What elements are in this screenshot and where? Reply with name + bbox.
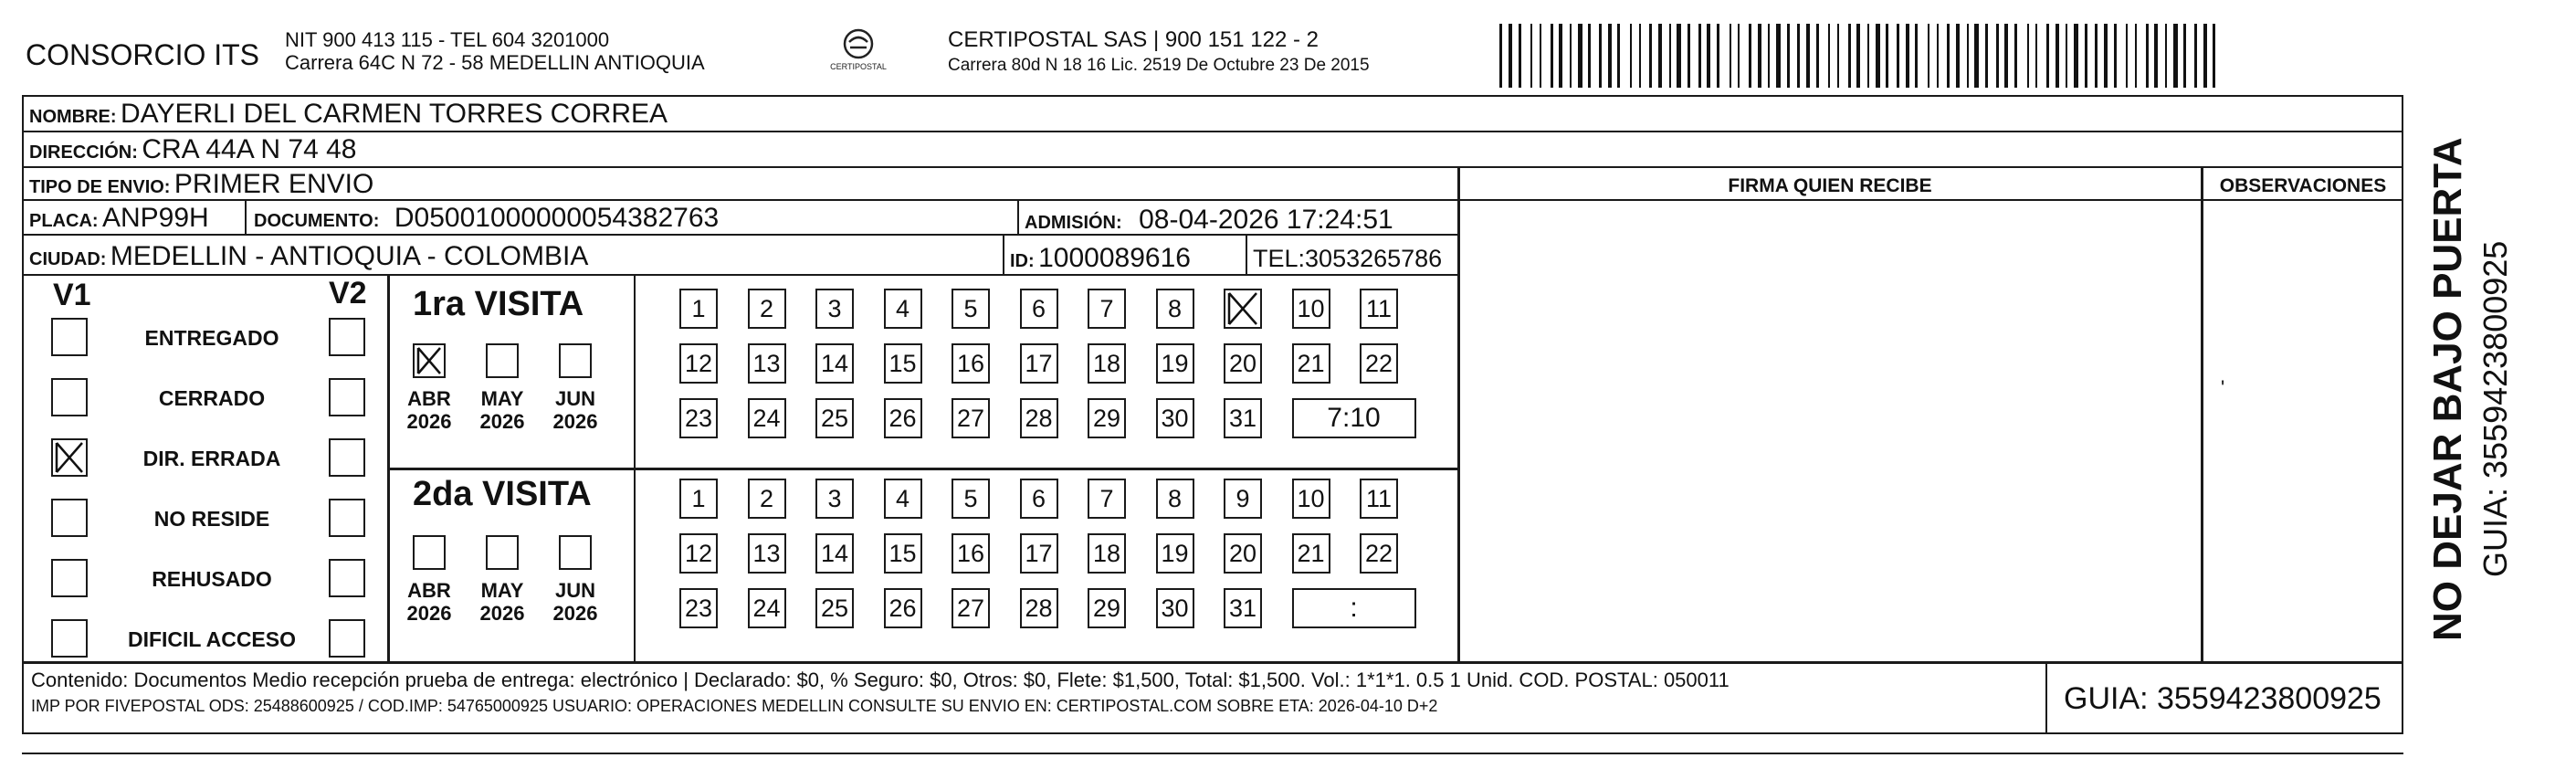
day-box[interactable]: 19: [1156, 533, 1194, 574]
month-checkbox[interactable]: [559, 535, 592, 570]
day-box[interactable]: 29: [1088, 398, 1126, 438]
barcode-bar: [1768, 24, 1770, 88]
barcode-bar: [1658, 24, 1662, 88]
observacion-mark: ': [2221, 376, 2225, 399]
day-box[interactable]: 15: [884, 533, 922, 574]
side-warning: NO DEJAR BAJO PUERTA: [2425, 137, 2470, 641]
barcode-bar: [2027, 24, 2029, 88]
barcode-bar: [2114, 24, 2117, 88]
direccion-row: [29, 136, 357, 163]
barcode-bar: [2004, 24, 2008, 88]
firma-header: FIRMA QUIEN RECIBE: [1728, 175, 1932, 196]
day-box[interactable]: 10: [1292, 289, 1330, 329]
month-checkbox[interactable]: [486, 535, 519, 570]
status-label: REHUSADO: [152, 567, 272, 591]
row-line: [22, 131, 2403, 132]
day-box[interactable]: 17: [1020, 343, 1058, 384]
barcode-bar: [1915, 24, 1918, 88]
barcode-bar: [1570, 24, 1572, 88]
tel-row: [1253, 247, 1442, 271]
day-box[interactable]: 13: [748, 343, 786, 384]
month-checkbox[interactable]: [413, 535, 446, 570]
day-box[interactable]: 28: [1020, 398, 1058, 438]
col-divider: [2201, 166, 2203, 661]
id-label: ID:: [1010, 251, 1035, 271]
day-box[interactable]: 22: [1360, 343, 1398, 384]
barcode-bar: [2173, 24, 2178, 88]
barcode-bar: [1906, 24, 1909, 88]
ciudad-label: CIUDAD:: [29, 249, 107, 269]
carrier-name: CERTIPOSTAL SAS | 900 151 122 - 2: [948, 27, 1319, 52]
x-mark-icon: [1225, 290, 1260, 327]
day-box[interactable]: 25: [815, 398, 854, 438]
day-box[interactable]: 2: [748, 479, 786, 519]
barcode-bar: [1996, 24, 1999, 88]
day-box[interactable]: 19: [1156, 343, 1194, 384]
day-box[interactable]: 11: [1360, 289, 1398, 329]
status-label: CERRADO: [158, 386, 266, 410]
day-box[interactable]: 27: [952, 588, 990, 628]
barcode-bar: [2126, 24, 2128, 88]
month-checkbox[interactable]: [486, 343, 519, 378]
barcode-bar: [1837, 24, 1839, 88]
barcode-bar: [1947, 24, 1950, 88]
barcode-bar: [2035, 24, 2037, 88]
day-box[interactable]: 1: [679, 289, 718, 329]
day-box[interactable]: 27: [952, 398, 990, 438]
tipo-envio-value: PRIMER ENVIO: [173, 169, 374, 199]
nombre-label: NOMBRE:: [29, 107, 117, 127]
day-box[interactable]: 2: [748, 289, 786, 329]
barcode-bar: [2194, 24, 2197, 88]
second-visit-time[interactable]: :: [1292, 588, 1416, 628]
barcode-bar: [1519, 24, 1521, 88]
v1-checkbox[interactable]: [51, 378, 88, 416]
barcode-bar: [1649, 24, 1652, 88]
barcode-bar: [1937, 24, 1939, 88]
id-value: 1000089616: [1038, 243, 1191, 273]
company-info: [285, 29, 705, 74]
certipostal-logo: [822, 26, 895, 77]
barcode-bar: [1797, 24, 1800, 88]
day-box[interactable]: 6: [1020, 479, 1058, 519]
barcode-bar: [1578, 24, 1582, 88]
x-mark-icon: [415, 345, 444, 376]
nombre-row: [29, 100, 668, 128]
barcode-bar: [1974, 24, 1979, 88]
v2-checkbox[interactable]: [329, 438, 365, 477]
barcode-bar: [1639, 24, 1641, 88]
day-box[interactable]: 20: [1224, 533, 1262, 574]
day-box[interactable]: 22: [1360, 533, 1398, 574]
status-label: DIFICIL ACCESO: [127, 627, 296, 651]
day-box[interactable]: 29: [1088, 588, 1126, 628]
barcode-bar: [1787, 24, 1790, 88]
day-box[interactable]: 28: [1020, 588, 1058, 628]
barcode-bar: [1749, 24, 1751, 88]
month-label: JUN 2026: [552, 387, 598, 434]
day-box[interactable]: 8: [1156, 479, 1194, 519]
admision-row: [1025, 206, 1393, 234]
barcode-bar: [1876, 24, 1880, 88]
documento-row: [254, 205, 719, 232]
barcode-bar: [2085, 24, 2087, 88]
placa-row: [29, 205, 209, 232]
v2-header: V2: [329, 276, 367, 311]
month-label: ABR 2026: [406, 387, 452, 434]
month-label: MAY 2026: [479, 579, 525, 626]
day-box[interactable]: 26: [884, 588, 922, 628]
day-box[interactable]: 20: [1224, 343, 1262, 384]
direccion-value: CRA 44A N 74 48: [142, 134, 357, 164]
v2-checkbox[interactable]: [329, 318, 365, 356]
barcode-bar: [1617, 24, 1620, 88]
day-box[interactable]: 24: [748, 588, 786, 628]
day-box[interactable]: 14: [815, 343, 854, 384]
tipo-envio-row: [29, 171, 373, 198]
v2-checkbox[interactable]: [329, 378, 365, 416]
status-label: ENTREGADO: [144, 326, 279, 350]
v1-checkbox[interactable]: [51, 318, 88, 356]
carrier-info: [948, 29, 1370, 74]
day-box[interactable]: 31: [1224, 398, 1262, 438]
barcode-bar: [1551, 24, 1553, 88]
x-mark-icon: [53, 440, 86, 475]
month-label: MAY 2026: [479, 387, 525, 434]
barcode-bar: [1776, 24, 1781, 88]
day-box[interactable]: 4: [884, 479, 922, 519]
barcode-bar: [2203, 24, 2207, 88]
barcode-bar: [2074, 24, 2078, 88]
observaciones-header: OBSERVACIONES: [2219, 175, 2387, 196]
barcode-bar: [1730, 24, 1731, 88]
barcode-bar: [1886, 24, 1888, 88]
month-label: ABR 2026: [406, 579, 452, 626]
day-box[interactable]: 31: [1224, 588, 1262, 628]
day-box[interactable]: 23: [679, 398, 718, 438]
v1-checkbox[interactable]: [51, 619, 88, 658]
barcode-bar: [1856, 24, 1860, 88]
day-box[interactable]: 18: [1088, 533, 1126, 574]
footer-contenido: Contenido: Documentos Medio recepción prueba de entrega: electrónico | Declarado: $0, % Seguro: $0, Otros: $0, Flete: $1,500, Total: $1,500. Vol.: 1*1*1. 0.5 1 Unid. COD. POSTAL: 050011: [31, 669, 1730, 691]
v1-checkbox[interactable]: [51, 559, 88, 597]
month-checkbox[interactable]: [559, 343, 592, 378]
barcode: [1499, 24, 2224, 88]
day-box[interactable]: 6: [1020, 289, 1058, 329]
id-row: [1010, 245, 1191, 272]
tipo-envio-label: TIPO DE ENVIO:: [29, 177, 171, 197]
barcode-bar: [1559, 24, 1562, 88]
day-box[interactable]: 14: [815, 533, 854, 574]
placa-value: ANP99H: [102, 203, 209, 233]
barcode-bar: [2056, 24, 2059, 88]
barcode-bar: [2154, 24, 2158, 88]
barcode-bar: [1928, 24, 1929, 88]
barcode-bar: [1707, 24, 1710, 88]
barcode-bar: [2135, 24, 2137, 88]
day-box[interactable]: 9: [1224, 479, 1262, 519]
v2-checkbox[interactable]: [329, 559, 365, 597]
barcode-bar: [1499, 24, 1502, 88]
v2-checkbox[interactable]: [329, 499, 365, 537]
barcode-bar: [1985, 24, 1988, 88]
v1-checkbox[interactable]: [51, 438, 88, 477]
day-box[interactable]: 3: [815, 289, 854, 329]
barcode-bar: [2014, 24, 2017, 88]
footer-guia: GUIA: 3559423800925: [2064, 681, 2381, 716]
barcode-bar: [2146, 24, 2149, 88]
documento-label: DOCUMENTO:: [254, 211, 380, 231]
second-visit-title: 2da VISITA: [413, 475, 592, 513]
barcode-bar: [1599, 24, 1602, 88]
status-label: NO RESIDE: [153, 507, 270, 531]
day-box[interactable]: 12: [679, 533, 718, 574]
day-box[interactable]: 8: [1156, 289, 1194, 329]
first-visit-time[interactable]: 7:10: [1292, 398, 1416, 438]
documento-value: D05001000000054382763: [394, 203, 720, 233]
company-name: CONSORCIO ITS: [26, 38, 260, 71]
ciudad-row: [29, 243, 588, 270]
company-nit: NIT 900 413 115 - TEL 604 3201000: [285, 28, 610, 51]
svg-text:CERTIPOSTAL: CERTIPOSTAL: [830, 62, 887, 71]
day-box[interactable]: 23: [679, 588, 718, 628]
status-label: DIR. ERRADA: [142, 447, 281, 470]
barcode-bar: [1540, 24, 1541, 88]
barcode-bar: [2066, 24, 2067, 88]
barcode-bar: [1688, 24, 1690, 88]
row-line: [22, 166, 2403, 168]
barcode-bar: [2165, 24, 2167, 88]
barcode-bar: [1608, 24, 1612, 88]
barcode-bar: [1509, 24, 1512, 88]
barcode-bar: [1669, 24, 1671, 88]
day-box[interactable]: 1: [679, 479, 718, 519]
barcode-bar: [1630, 24, 1632, 88]
barcode-bar: [1967, 24, 1969, 88]
side-guia: GUIA: 3559423800925: [2476, 240, 2514, 577]
first-visit-title: 1ra VISITA: [413, 285, 584, 323]
barcode-bar: [1956, 24, 1960, 88]
barcode-bar: [1698, 24, 1701, 88]
day-box[interactable]: 7: [1088, 479, 1126, 519]
day-box[interactable]: 12: [679, 343, 718, 384]
admision-value: 08-04-2026 17:24:51: [1139, 205, 1393, 235]
day-box[interactable]: 10: [1292, 479, 1330, 519]
day-box[interactable]: 26: [884, 398, 922, 438]
day-box[interactable]: 17: [1020, 533, 1058, 574]
barcode-bar: [1806, 24, 1810, 88]
row-line: [22, 274, 1459, 276]
barcode-bar: [1816, 24, 1819, 88]
tel-value: 3053265786: [1305, 245, 1443, 272]
col-divider: [1457, 166, 1460, 661]
day-box[interactable]: [1224, 289, 1262, 329]
barcode-bar: [2104, 24, 2108, 88]
direccion-label: DIRECCIÓN:: [29, 142, 138, 163]
barcode-bar: [2183, 24, 2186, 88]
company-address: Carrera 64C N 72 - 58 MEDELLIN ANTIOQUIA: [285, 50, 705, 74]
day-box[interactable]: 21: [1292, 343, 1330, 384]
day-box[interactable]: 4: [884, 289, 922, 329]
day-box[interactable]: 18: [1088, 343, 1126, 384]
nombre-value: DAYERLI DEL CARMEN TORRES CORREA: [121, 99, 668, 129]
barcode-bar: [1758, 24, 1761, 88]
ciudad-value: MEDELLIN - ANTIOQUIA - COLOMBIA: [110, 241, 589, 271]
day-box[interactable]: 7: [1088, 289, 1126, 329]
day-box[interactable]: 16: [952, 533, 990, 574]
bottom-rule: [22, 753, 2403, 754]
barcode-bar: [2213, 24, 2215, 88]
day-box[interactable]: 11: [1360, 479, 1398, 519]
day-box[interactable]: 21: [1292, 533, 1330, 574]
barcode-bar: [1677, 24, 1681, 88]
barcode-bar: [1828, 24, 1830, 88]
day-box[interactable]: 5: [952, 479, 990, 519]
month-checkbox[interactable]: [413, 343, 446, 378]
barcode-bar: [1717, 24, 1719, 88]
barcode-bar: [2095, 24, 2098, 88]
day-box[interactable]: 30: [1156, 588, 1194, 628]
day-box[interactable]: 13: [748, 533, 786, 574]
tel-label: TEL:: [1253, 245, 1306, 272]
carrier-address: Carrera 80d N 18 16 Lic. 2519 De Octubre 23 De 2015: [948, 56, 1370, 75]
barcode-bar: [1588, 24, 1591, 88]
v1-header: V1: [53, 278, 91, 312]
barcode-bar: [1867, 24, 1869, 88]
day-box[interactable]: 15: [884, 343, 922, 384]
day-box[interactable]: 24: [748, 398, 786, 438]
day-box[interactable]: 3: [815, 479, 854, 519]
day-box[interactable]: 30: [1156, 398, 1194, 438]
v1-checkbox[interactable]: [51, 499, 88, 537]
day-box[interactable]: 25: [815, 588, 854, 628]
day-box[interactable]: 16: [952, 343, 990, 384]
day-box[interactable]: 5: [952, 289, 990, 329]
certipostal-logo-icon: [822, 26, 895, 77]
barcode-bar: [1848, 24, 1851, 88]
month-label: JUN 2026: [552, 579, 598, 626]
placa-label: PLACA:: [29, 211, 99, 231]
v2-checkbox[interactable]: [329, 619, 365, 658]
footer-impresion: IMP POR FIVEPOSTAL ODS: 25488600925 / COD.IMP: 54765000925 USUARIO: OPERACIONES MEDELLIN CONSULTE SU ENVIO EN: CERTIPOSTAL.COM SOBRE ETA: 2026-04-10 D+2: [31, 697, 1438, 715]
barcode-bar: [1530, 24, 1532, 88]
barcode-bar: [2046, 24, 2049, 88]
barcode-bar: [1738, 24, 1740, 88]
barcode-bar: [1897, 24, 1899, 88]
admision-label: ADMISIÓN:: [1025, 213, 1122, 233]
